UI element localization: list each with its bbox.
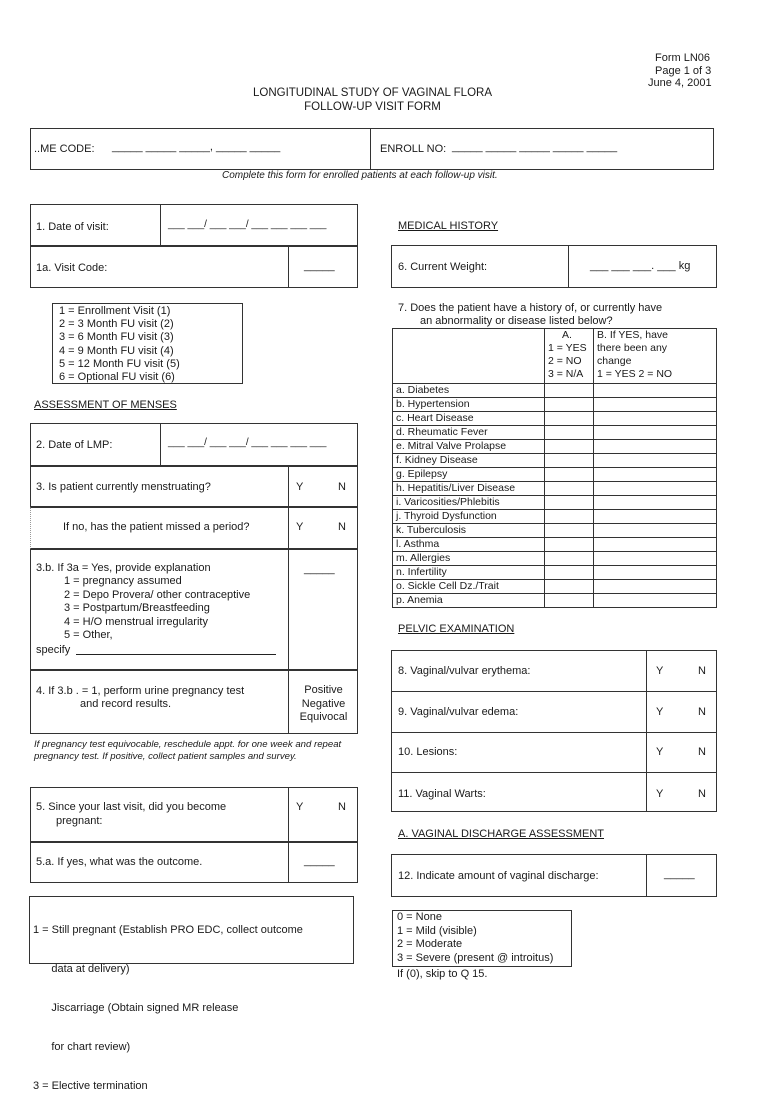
col-b-title: B. If YES, have (597, 329, 669, 341)
q5-line2: pregnant: (56, 815, 103, 827)
outcome-item: 1 = Still pregnant (Establish PRO EDC, collect outcome (33, 924, 303, 936)
condition-answer-b[interactable] (594, 412, 717, 426)
amount-item: 3 = Severe (present @ introitus) (397, 951, 554, 964)
q11-label: 11. Vaginal Warts: (398, 788, 486, 800)
q1a-label: 1a. Visit Code: (36, 262, 108, 274)
condition-answer-b[interactable] (594, 398, 717, 412)
col-a-opt: 2 = NO (548, 355, 582, 367)
amount-list (397, 911, 553, 965)
condition-answer-b[interactable] (594, 594, 717, 608)
page-number: Page 1 of 3 (655, 65, 712, 77)
condition-row (393, 412, 717, 426)
visit-code-item: 3 = 6 Month FU visit (3) (59, 331, 174, 344)
header-col-b (594, 329, 717, 384)
discharge-amount-field[interactable]: _____ (664, 868, 695, 880)
condition-label: n. Infertility (393, 566, 545, 580)
id-divider (370, 128, 371, 170)
q10-no[interactable]: N (698, 746, 706, 758)
result-negative[interactable]: Negative (301, 697, 346, 710)
q4-line2: and record results. (80, 698, 172, 710)
condition-answer-b[interactable] (594, 440, 717, 454)
q12-label: 12. Indicate amount of vaginal discharge: (398, 870, 599, 882)
condition-answer-a[interactable] (545, 482, 594, 496)
condition-answer-a[interactable] (545, 566, 594, 580)
condition-answer-b[interactable] (594, 566, 717, 580)
q3b-option: 2 = Depo Provera/ other contraceptive (64, 588, 251, 601)
skip-note: If (0), skip to Q 15. (397, 968, 488, 980)
condition-answer-a[interactable] (545, 594, 594, 608)
amount-item: 2 = Moderate (397, 938, 463, 950)
condition-answer-a[interactable] (545, 412, 594, 426)
condition-answer-b[interactable] (594, 426, 717, 440)
outcome-item: data at delivery) (33, 963, 130, 975)
condition-label: p. Anemia (393, 594, 545, 608)
visit-code-field[interactable]: _____ (304, 260, 335, 272)
q5a-label: 5.a. If yes, what was the outcome. (36, 856, 203, 868)
outcome-list (33, 898, 303, 1106)
condition-answer-a[interactable] (545, 510, 594, 524)
q4-line1: 4. If 3.b . = 1, perform urine pregnancy test (36, 685, 245, 697)
q11-no[interactable]: N (698, 788, 706, 800)
condition-answer-a[interactable] (545, 468, 594, 482)
condition-row (393, 580, 717, 594)
pelvic-heading: PELVIC EXAMINATION (398, 623, 515, 635)
condition-row (393, 524, 717, 538)
q9-yes[interactable]: Y (656, 706, 664, 718)
q10-yes[interactable]: Y (656, 746, 664, 758)
table-header-row (393, 329, 717, 384)
condition-row (393, 398, 717, 412)
amount-item: 0 = None (397, 911, 442, 923)
q11-yes[interactable]: Y (656, 788, 664, 800)
q1a-divider (288, 246, 289, 288)
condition-answer-b[interactable] (594, 580, 717, 594)
condition-row (393, 552, 717, 566)
q3b-option: 4 = H/O menstrual irregularity (64, 615, 208, 628)
condition-answer-a[interactable] (545, 552, 594, 566)
outcome-item: Jiscarriage (Obtain signed MR release (33, 1002, 239, 1014)
medical-history-table (392, 328, 717, 608)
q9-no[interactable]: N (698, 706, 706, 718)
form-subtitle: FOLLOW-UP VISIT FORM (304, 101, 441, 113)
pelvic-row-line (391, 772, 717, 773)
condition-answer-b[interactable] (594, 384, 717, 398)
condition-row (393, 482, 717, 496)
q6-divider (568, 245, 569, 288)
col-a-title: A. (562, 329, 572, 341)
condition-row (393, 426, 717, 440)
condition-answer-a[interactable] (545, 580, 594, 594)
outcome-field[interactable]: _____ (304, 855, 335, 867)
q5-divider (288, 787, 289, 842)
lmp-date-field[interactable]: ___ ___/ ___ ___/ ___ ___ ___ ___ (168, 437, 327, 448)
condition-answer-b[interactable] (594, 524, 717, 538)
condition-label: f. Kidney Disease (393, 454, 545, 468)
discharge-heading: A. VAGINAL DISCHARGE ASSESSMENT (398, 828, 604, 840)
visit-code-item: 2 = 3 Month FU visit (2) (59, 318, 174, 331)
q3b-option: 1 = pregnancy assumed (64, 575, 182, 587)
condition-answer-a[interactable] (545, 384, 594, 398)
enroll-label: ENROLL NO: (380, 143, 447, 155)
q3b-option: 3 = Postpartum/Breastfeeding (64, 602, 210, 614)
condition-label: c. Heart Disease (393, 412, 545, 426)
condition-answer-b[interactable] (594, 482, 717, 496)
q8-no[interactable]: N (698, 665, 706, 677)
condition-label: d. Rheumatic Fever (393, 426, 545, 440)
condition-row (393, 468, 717, 482)
pelvic-row-line (391, 691, 717, 692)
condition-answer-a[interactable] (545, 454, 594, 468)
visit-code-item: 1 = Enrollment Visit (1) (59, 305, 171, 317)
q3b-specify-label: specify (36, 644, 71, 656)
col-b-opt: 1 = YES 2 = NO (597, 368, 673, 380)
condition-label: b. Hypertension (393, 398, 545, 412)
condition-row (393, 566, 717, 580)
result-equivocal[interactable]: Equivocal (299, 711, 348, 723)
condition-row (393, 440, 717, 454)
condition-label: m. Allergies (393, 552, 545, 566)
condition-row (393, 594, 717, 608)
visit-code-item: 5 = 12 Month FU visit (5) (59, 357, 180, 370)
condition-answer-b[interactable] (594, 510, 717, 524)
name-code-field[interactable]: _____ _____ _____, _____ _____ (112, 141, 281, 153)
condition-label: e. Mitral Valve Prolapse (393, 440, 545, 454)
q1-divider (160, 204, 161, 246)
weight-field[interactable]: ___ ___ ___. ___ kg (590, 260, 691, 272)
form-title: LONGITUDINAL STUDY OF VAGINAL FLORA (253, 87, 492, 99)
menses-heading: ASSESSMENT OF MENSES (34, 399, 177, 411)
name-code-label: ..ME CODE: (34, 143, 95, 155)
q9-label: 9. Vaginal/vulvar edema: (398, 706, 519, 718)
visit-code-item: 6 = Optional FU visit (6) (59, 371, 175, 384)
condition-label: h. Hepatitis/Liver Disease (393, 482, 545, 496)
condition-answer-a[interactable] (545, 524, 594, 538)
q3a-label: If no, has the patient missed a period? (63, 521, 250, 533)
q1-label: 1. Date of visit: (36, 221, 109, 233)
visit-code-item: 4 = 9 Month FU visit (4) (59, 344, 174, 357)
q3b-label: 3.b. If 3a = Yes, provide explanation (36, 562, 211, 574)
q5-no[interactable]: N (338, 801, 346, 813)
q5-line1: 5. Since your last visit, did you become (36, 801, 227, 813)
condition-row (393, 538, 717, 552)
outcome-item: for chart review) (33, 1041, 131, 1053)
q5-yes[interactable]: Y (296, 801, 304, 813)
condition-answer-a[interactable] (545, 496, 594, 510)
q4-results (289, 684, 358, 725)
q7-line2: an abnormality or disease listed below? (420, 315, 613, 327)
instruction-text: Complete this form for enrolled patients at each follow-up visit. (222, 170, 498, 181)
q3b-code-field[interactable]: _____ (304, 563, 335, 575)
header-col-a (545, 329, 594, 384)
col-b-text: change (597, 355, 632, 367)
q3-yes[interactable]: Y (296, 481, 304, 493)
condition-row (393, 454, 717, 468)
col-a-opt: 1 = YES (548, 342, 587, 354)
condition-label: i. Varicosities/Phlebitis (393, 496, 545, 510)
q10-label: 10. Lesions: (398, 746, 458, 758)
condition-label: g. Epilepsy (393, 468, 545, 482)
condition-answer-b[interactable] (594, 468, 717, 482)
q7-line1: 7. Does the patient have a history of, or currently have (398, 302, 663, 314)
condition-label: j. Thyroid Dysfunction (393, 510, 545, 524)
q3-no[interactable]: N (338, 481, 346, 493)
condition-label: a. Diabetes (393, 384, 545, 398)
condition-label: k. Tuberculosis (393, 524, 545, 538)
q6-label: 6. Current Weight: (398, 261, 488, 273)
enroll-field[interactable]: _____ _____ _____ _____ _____ (452, 141, 618, 153)
result-positive[interactable]: Positive (304, 684, 343, 696)
q3b-specify-field[interactable] (76, 654, 276, 655)
q3a-no[interactable]: N (338, 521, 346, 533)
q5a-divider (288, 842, 289, 883)
q8-yes[interactable]: Y (656, 665, 664, 677)
q3a-yes[interactable]: Y (296, 521, 304, 533)
q3b-options (64, 575, 250, 643)
condition-label: o. Sickle Cell Dz./Trait (393, 580, 545, 594)
condition-answer-b[interactable] (594, 454, 717, 468)
condition-row (393, 496, 717, 510)
amount-item: 1 = Mild (visible) (397, 924, 477, 937)
form-date: June 4, 2001 (648, 77, 712, 89)
condition-row (393, 384, 717, 398)
q8-label: 8. Vaginal/vulvar erythema: (398, 665, 531, 677)
pelvic-row-line (391, 732, 717, 733)
form-id: Form LN06 (655, 52, 711, 64)
col-a-opt: 3 = N/A (548, 368, 584, 380)
condition-row (393, 510, 717, 524)
condition-answer-b[interactable] (594, 552, 717, 566)
condition-answer-a[interactable] (545, 398, 594, 412)
condition-answer-a[interactable] (545, 426, 594, 440)
q2-label: 2. Date of LMP: (36, 439, 113, 451)
condition-answer-a[interactable] (545, 538, 594, 552)
visit-code-list (59, 305, 180, 384)
q12-divider (646, 854, 647, 897)
col-b-text: there been any (597, 342, 668, 354)
q4-note: If pregnancy test equivocable, reschedule appt. for one week and repeat pregnancy test. If positive, collect patient samples and survey. (34, 739, 342, 762)
condition-answer-b[interactable] (594, 538, 717, 552)
outcome-item: 3 = Elective termination (33, 1080, 148, 1092)
visit-date-field[interactable]: ___ ___/ ___ ___/ ___ ___ ___ ___ (168, 219, 327, 230)
pelvic-divider (646, 650, 647, 812)
q2-divider (160, 423, 161, 466)
condition-answer-b[interactable] (594, 496, 717, 510)
medical-history-heading: MEDICAL HISTORY (398, 220, 499, 232)
header-blank (393, 329, 545, 384)
q3b-option: 5 = Other, (64, 629, 113, 641)
condition-label: l. Asthma (393, 538, 545, 552)
q3-label: 3. Is patient currently menstruating? (36, 481, 211, 493)
condition-answer-a[interactable] (545, 440, 594, 454)
